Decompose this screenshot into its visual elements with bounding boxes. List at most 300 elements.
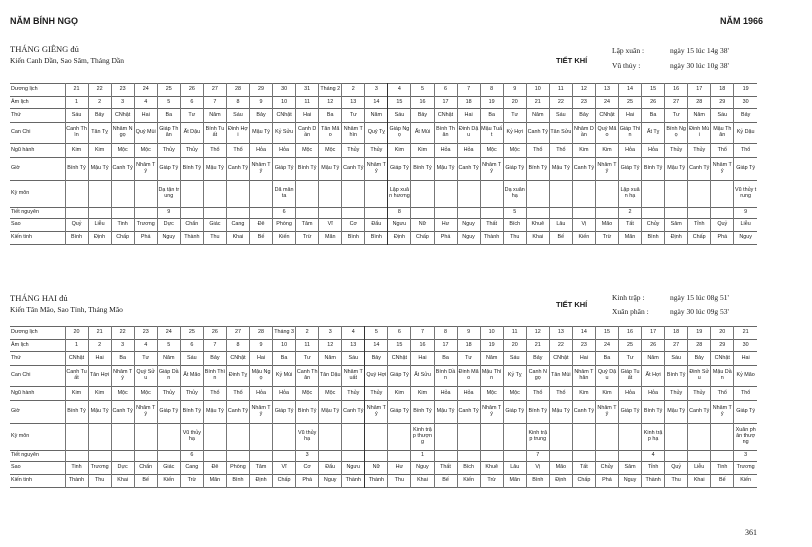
- cell-kymon: [88, 181, 111, 208]
- cell-sao: Tâm: [250, 462, 273, 475]
- cell-thu: Bảy: [250, 109, 273, 123]
- cell-thu: CNhật: [595, 109, 618, 123]
- row-label: Âm lịch: [11, 341, 29, 348]
- cell-sao: Lâu: [549, 219, 572, 232]
- cell-kien: Bình: [65, 232, 88, 245]
- cell-thu: Ba: [273, 352, 296, 366]
- cell-sao: Vị: [526, 462, 549, 475]
- cell-gio: Nhâm Tý: [480, 401, 503, 424]
- cell-ngu: Mộc: [503, 387, 526, 401]
- cell-duong: 17: [642, 327, 665, 340]
- cell-thu: Năm: [203, 109, 226, 123]
- cell-kien: Kiến: [157, 475, 180, 488]
- cell-thu: Sáu: [711, 109, 734, 123]
- cell-gio: Nhâm Tý: [595, 158, 618, 181]
- cell-kymon: [203, 181, 226, 208]
- cell-ngu: Thủy: [180, 144, 203, 158]
- cell-kymon: [319, 424, 342, 451]
- cell-tiet: [572, 208, 595, 219]
- cell-duong: 25: [180, 327, 203, 340]
- cell-am: 29: [711, 97, 734, 109]
- cell-tiet: [572, 451, 595, 462]
- cell-thu: Bảy: [203, 352, 226, 366]
- cell-ngu: Kim: [388, 387, 411, 401]
- cell-canchi: Mậu Tý: [250, 123, 273, 144]
- row-label: Can Chi: [11, 372, 31, 379]
- cell-gio: Bính Tý: [296, 158, 319, 181]
- cell-gio: Canh Tý: [688, 401, 711, 424]
- cell-ngu: Hỏa: [434, 387, 457, 401]
- cell-duong: 17: [688, 84, 711, 97]
- cell-canchi: Đinh Hợi: [226, 123, 249, 144]
- cell-canchi: Canh Tý: [526, 123, 549, 144]
- cell-canchi: Bính Thân: [434, 123, 457, 144]
- cell-sao: Tất: [619, 219, 642, 232]
- cell-ngu: Mộc: [296, 144, 319, 158]
- cell-kymon: Dạ xuân hạ: [503, 181, 526, 208]
- cell-am: 10: [273, 340, 296, 352]
- cell-ngu: Kim: [595, 387, 618, 401]
- cell-sao: Hư: [388, 462, 411, 475]
- cell-am: 8: [226, 340, 249, 352]
- cell-am: 23: [572, 97, 595, 109]
- cell-sao: Đẩu: [319, 462, 342, 475]
- cell-duong: 20: [65, 327, 88, 340]
- cell-am: 22: [549, 340, 572, 352]
- cell-kien: Nguy: [157, 232, 180, 245]
- cell-canchi: Giáp Dần: [157, 366, 180, 387]
- cell-thu: Sáu: [503, 352, 526, 366]
- cell-canchi: Quý Sửu: [134, 366, 157, 387]
- cell-sao: Đê: [203, 462, 226, 475]
- cell-duong: 31: [296, 84, 319, 97]
- cell-duong: 4: [342, 327, 365, 340]
- cell-kymon: [711, 424, 734, 451]
- cell-sao: Ngưu: [342, 462, 365, 475]
- cell-kien: Bế: [711, 475, 734, 488]
- cell-kymon: Lập xuân hương: [388, 181, 411, 208]
- cell-ngu: Mộc: [503, 144, 526, 158]
- cell-kien: Trừ: [180, 475, 203, 488]
- cell-tiet: [111, 208, 134, 219]
- cell-canchi: Nhâm Ngọ: [111, 123, 134, 144]
- cell-am: 29: [711, 340, 734, 352]
- cell-canchi: Đinh Sửu: [688, 366, 711, 387]
- cell-kymon: Kinh trập trung: [526, 424, 549, 451]
- cell-canchi: Đinh Mão: [457, 366, 480, 387]
- cell-kymon: [457, 181, 480, 208]
- cell-duong: 12: [572, 84, 595, 97]
- cell-tiet: [88, 208, 111, 219]
- row-label: Sao: [11, 221, 21, 228]
- cell-duong: 14: [572, 327, 595, 340]
- cell-sao: Giác: [203, 219, 226, 232]
- cell-sao: Cơ: [296, 462, 319, 475]
- row-duong: [10, 327, 757, 340]
- cell-ngu: Thủy: [688, 387, 711, 401]
- cell-canchi: Đinh Dậu: [457, 123, 480, 144]
- tiet-khi-name: Kinh trập :: [612, 293, 645, 302]
- cell-duong: 4: [388, 84, 411, 97]
- cell-kymon: [665, 424, 688, 451]
- cell-kien: Thành: [365, 475, 388, 488]
- cell-tiet: [480, 208, 503, 219]
- cell-sao: Vị: [572, 219, 595, 232]
- cell-canchi: Bính Dần: [434, 366, 457, 387]
- cell-thu: Hai: [572, 352, 595, 366]
- cell-canchi: Canh Tuất: [65, 366, 88, 387]
- cell-sao: Tinh: [111, 219, 134, 232]
- cell-sao: Quỷ: [711, 219, 734, 232]
- cell-canchi: Giáp Ngọ: [388, 123, 411, 144]
- cell-tiet: [549, 208, 572, 219]
- cell-kymon: Kinh trập thượng: [411, 424, 434, 451]
- cell-kien: Thu: [503, 232, 526, 245]
- row-label: Tiết nguyên: [11, 209, 39, 216]
- row-label: Kiến tinh: [11, 477, 32, 484]
- row-tiet: [10, 208, 757, 219]
- cell-sao: Lâu: [503, 462, 526, 475]
- cell-kien: Phá: [134, 232, 157, 245]
- cell-ngu: Mộc: [111, 144, 134, 158]
- cell-ngu: Thủy: [365, 144, 388, 158]
- cell-kien: Kiến: [572, 232, 595, 245]
- cell-am: 22: [549, 97, 572, 109]
- row-canchi: [10, 123, 757, 144]
- cell-duong: 8: [434, 327, 457, 340]
- cell-kymon: [134, 181, 157, 208]
- cell-am: 18: [457, 97, 480, 109]
- cell-gio: Nhâm Tý: [134, 401, 157, 424]
- cell-thu: Sáu: [226, 109, 249, 123]
- cell-canchi: Kỷ Mão: [734, 366, 757, 387]
- cell-ngu: Hỏa: [619, 387, 642, 401]
- cell-gio: Mậu Tý: [88, 158, 111, 181]
- cell-am: 15: [388, 340, 411, 352]
- cell-duong: 21: [734, 327, 757, 340]
- cell-tiet: [365, 451, 388, 462]
- cell-gio: Bính Tý: [526, 158, 549, 181]
- cell-tiet: [65, 208, 88, 219]
- cell-kymon: [180, 181, 203, 208]
- cell-am: 26: [642, 97, 665, 109]
- cell-thu: Ba: [480, 109, 503, 123]
- cell-canchi: Tân Tỵ: [88, 123, 111, 144]
- cell-duong: 23: [111, 84, 134, 97]
- cell-kymon: [549, 181, 572, 208]
- row-ngu: [10, 387, 757, 401]
- cell-gio: Mậu Tý: [434, 401, 457, 424]
- cell-kien: Phá: [595, 475, 618, 488]
- cell-duong: 19: [734, 84, 757, 97]
- cell-sao: Sâm: [619, 462, 642, 475]
- cell-am: 3: [111, 340, 134, 352]
- cell-tiet: [434, 451, 457, 462]
- cell-gio: Giáp Tý: [619, 401, 642, 424]
- cell-kymon: [572, 181, 595, 208]
- cell-thu: Tư: [619, 352, 642, 366]
- cell-ngu: Thủy: [342, 144, 365, 158]
- cell-kien: Bình: [365, 232, 388, 245]
- cell-kymon: [203, 424, 226, 451]
- cell-gio: Canh Tý: [342, 401, 365, 424]
- cell-duong: 22: [88, 84, 111, 97]
- cell-ngu: Mộc: [111, 387, 134, 401]
- cell-thu: Bảy: [365, 352, 388, 366]
- row-label: Kỳ môn: [11, 433, 30, 440]
- cell-ngu: Mộc: [319, 144, 342, 158]
- cell-kymon: [134, 424, 157, 451]
- cell-sao: Liễu: [688, 462, 711, 475]
- cell-gio: Nhâm Tý: [134, 158, 157, 181]
- cell-gio: Canh Tý: [572, 158, 595, 181]
- cell-duong: 11: [549, 84, 572, 97]
- cell-am: 13: [342, 340, 365, 352]
- cell-kien: Khai: [411, 475, 434, 488]
- row-ngu: [10, 144, 757, 158]
- cell-duong: 15: [642, 84, 665, 97]
- cell-sao: Nữ: [365, 462, 388, 475]
- cell-sao: Phòng: [226, 462, 249, 475]
- cell-sao: Tinh: [711, 462, 734, 475]
- row-sao: [10, 219, 757, 232]
- cell-canchi: Đinh Mùi: [688, 123, 711, 144]
- cell-tiet: [388, 451, 411, 462]
- cell-duong: 5: [365, 327, 388, 340]
- cell-am: 28: [688, 340, 711, 352]
- cell-thu: Ba: [319, 109, 342, 123]
- cell-kymon: Kinh trập hạ: [642, 424, 665, 451]
- cell-canchi: Nhâm Thìn: [342, 123, 365, 144]
- cell-ngu: Thủy: [157, 144, 180, 158]
- cell-gio: Mậu Tý: [319, 158, 342, 181]
- cell-canchi: Quý Dậu: [595, 366, 618, 387]
- cell-am: 18: [457, 340, 480, 352]
- cell-am: 4: [134, 340, 157, 352]
- cell-kien: Thu: [203, 232, 226, 245]
- cell-kymon: [111, 424, 134, 451]
- cell-thu: Hai: [88, 352, 111, 366]
- month-2-tiet-khi-1: [612, 293, 729, 302]
- cell-thu: Ba: [434, 352, 457, 366]
- cell-kymon: [342, 181, 365, 208]
- cell-sao: Chủy: [595, 462, 618, 475]
- cell-tiet: [480, 451, 503, 462]
- cell-sao: Cang: [180, 462, 203, 475]
- cell-tiet: 3: [734, 451, 757, 462]
- row-tiet: [10, 451, 757, 462]
- cell-ngu: Thổ: [526, 144, 549, 158]
- cell-am: 24: [595, 340, 618, 352]
- cell-kien: Thành: [180, 232, 203, 245]
- cell-ngu: Kim: [88, 144, 111, 158]
- cell-kien: Bế: [434, 475, 457, 488]
- cell-tiet: [665, 208, 688, 219]
- cell-ngu: Thổ: [549, 387, 572, 401]
- cell-am: 16: [411, 97, 434, 109]
- cell-am: 27: [665, 97, 688, 109]
- cell-duong: 28: [226, 84, 249, 97]
- cell-am: 11: [296, 97, 319, 109]
- cell-kymon: [572, 424, 595, 451]
- cell-thu: Tư: [134, 352, 157, 366]
- cell-duong: 13: [549, 327, 572, 340]
- cell-sao: Vĩ: [273, 462, 296, 475]
- cell-kien: Bình: [342, 232, 365, 245]
- cell-gio: Mậu Tý: [665, 401, 688, 424]
- cell-kymon: [434, 424, 457, 451]
- cell-tiet: [250, 208, 273, 219]
- cell-tiet: 9: [734, 208, 757, 219]
- row-gio: [10, 158, 757, 181]
- cell-kien: Khai: [688, 475, 711, 488]
- cell-duong: 26: [180, 84, 203, 97]
- cell-ngu: Thủy: [665, 387, 688, 401]
- cell-duong: 2: [342, 84, 365, 97]
- cell-thu: CNhật: [434, 109, 457, 123]
- cell-kien: Thu: [388, 475, 411, 488]
- cell-duong: 3: [365, 84, 388, 97]
- cell-thu: Năm: [480, 352, 503, 366]
- cell-duong: 22: [111, 327, 134, 340]
- cell-duong: 19: [688, 327, 711, 340]
- cell-gio: Mậu Tý: [665, 158, 688, 181]
- cell-duong: 9: [503, 84, 526, 97]
- cell-am: 12: [319, 97, 342, 109]
- cell-thu: Tư: [457, 352, 480, 366]
- cell-am: 8: [226, 97, 249, 109]
- cell-canchi: Mậu Ngọ: [250, 366, 273, 387]
- cell-kien: Bế: [250, 232, 273, 245]
- cell-tiet: [342, 208, 365, 219]
- cell-thu: Sáu: [388, 109, 411, 123]
- cell-gio: Giáp Tý: [273, 401, 296, 424]
- cell-sao: Dực: [111, 462, 134, 475]
- cell-thu: CNhật: [711, 352, 734, 366]
- cell-tiet: 6: [180, 451, 203, 462]
- cell-thu: Hai: [411, 352, 434, 366]
- cell-thu: Tư: [503, 109, 526, 123]
- cell-thu: Tư: [296, 352, 319, 366]
- cell-sao: Nguy: [457, 219, 480, 232]
- cell-duong: 26: [203, 327, 226, 340]
- cell-am: 21: [526, 340, 549, 352]
- cell-am: 17: [434, 340, 457, 352]
- cell-thu: Ba: [157, 109, 180, 123]
- cell-am: 30: [734, 340, 757, 352]
- cell-duong: 27: [226, 327, 249, 340]
- cell-kien: Chấp: [688, 232, 711, 245]
- cell-sao: Cang: [226, 219, 249, 232]
- cell-thu: Bảy: [526, 352, 549, 366]
- cell-thu: CNhật: [388, 352, 411, 366]
- cell-kymon: [503, 424, 526, 451]
- cell-am: 23: [572, 340, 595, 352]
- cell-gio: Bính Tý: [65, 158, 88, 181]
- calendar-table-month-2: [10, 326, 757, 488]
- cell-kymon: [549, 424, 572, 451]
- cell-canchi: Quý Mão: [595, 123, 618, 144]
- cell-tiet: [134, 451, 157, 462]
- cell-kien: Trừ: [595, 232, 618, 245]
- cell-am: 12: [319, 340, 342, 352]
- tiet-khi-value: ngày 15 lúc 08g 51': [670, 293, 729, 302]
- cell-thu: Tư: [665, 109, 688, 123]
- cell-kymon: [665, 181, 688, 208]
- cell-thu: Sáu: [180, 352, 203, 366]
- cell-sao: Trương: [134, 219, 157, 232]
- cell-tiet: [203, 451, 226, 462]
- cell-kien: Bình: [642, 232, 665, 245]
- cell-am: 7: [203, 340, 226, 352]
- cell-kymon: [273, 424, 296, 451]
- cell-duong: 11: [503, 327, 526, 340]
- cell-gio: Bính Tý: [526, 401, 549, 424]
- cell-kien: Định: [250, 475, 273, 488]
- cell-sao: Trương: [734, 462, 757, 475]
- cell-ngu: Kim: [65, 144, 88, 158]
- cell-kien: Mãn: [203, 475, 226, 488]
- cell-kien: Kiến: [457, 475, 480, 488]
- cell-tiet: [526, 208, 549, 219]
- page-number: 361: [745, 528, 757, 537]
- cell-canchi: Canh Dần: [296, 123, 319, 144]
- cell-canchi: Mậu Thân: [711, 123, 734, 144]
- cell-kymon: [526, 181, 549, 208]
- row-am: [10, 97, 757, 109]
- cell-kymon: Dạ tận trung: [157, 181, 180, 208]
- cell-sao: Khuê: [526, 219, 549, 232]
- cell-canchi: Nhâm Thân: [572, 366, 595, 387]
- cell-kymon: [457, 424, 480, 451]
- cell-tiet: 8: [388, 208, 411, 219]
- cell-canchi: Ất Hợi: [642, 366, 665, 387]
- cell-kien: Bế: [134, 475, 157, 488]
- cell-duong: 10: [526, 84, 549, 97]
- cell-gio: Giáp Tý: [734, 158, 757, 181]
- cell-sao: Tinh: [65, 462, 88, 475]
- month-2-tiet-khi-label: TIẾT KHÍ: [556, 300, 588, 309]
- cell-tiet: [342, 451, 365, 462]
- month-1-tiet-khi-2: [612, 61, 729, 70]
- row-label: Ngũ hành: [11, 389, 35, 396]
- cell-duong: 16: [665, 84, 688, 97]
- cell-sao: Quỷ: [65, 219, 88, 232]
- cell-tiet: [688, 208, 711, 219]
- cell-duong: 5: [411, 84, 434, 97]
- row-kien: [10, 232, 757, 245]
- row-label: Âm lịch: [11, 98, 29, 105]
- tiet-khi-name: Vũ thủy :: [612, 61, 641, 70]
- tiet-khi-value: ngày 30 lúc 09g 53': [670, 307, 729, 316]
- cell-canchi: Bính Tý: [665, 366, 688, 387]
- cell-gio: Nhâm Tý: [365, 158, 388, 181]
- cell-tiet: 4: [642, 451, 665, 462]
- cell-canchi: Kỷ Dậu: [734, 123, 757, 144]
- month-1-tiet-khi-label: TIẾT KHÍ: [556, 56, 588, 65]
- year-title-right: NĂM 1966: [720, 16, 764, 26]
- cell-canchi: Tân Sửu: [549, 123, 572, 144]
- cell-kymon: Vũ thủy hạ: [296, 424, 319, 451]
- cell-canchi: Canh Ngọ: [526, 366, 549, 387]
- cell-tiet: [157, 451, 180, 462]
- cell-am: 13: [342, 97, 365, 109]
- cell-canchi: Bính Thìn: [203, 366, 226, 387]
- cell-am: 24: [595, 97, 618, 109]
- cell-gio: Nhâm Tý: [711, 401, 734, 424]
- cell-sao: Liễu: [734, 219, 757, 232]
- cell-sao: Đẩu: [365, 219, 388, 232]
